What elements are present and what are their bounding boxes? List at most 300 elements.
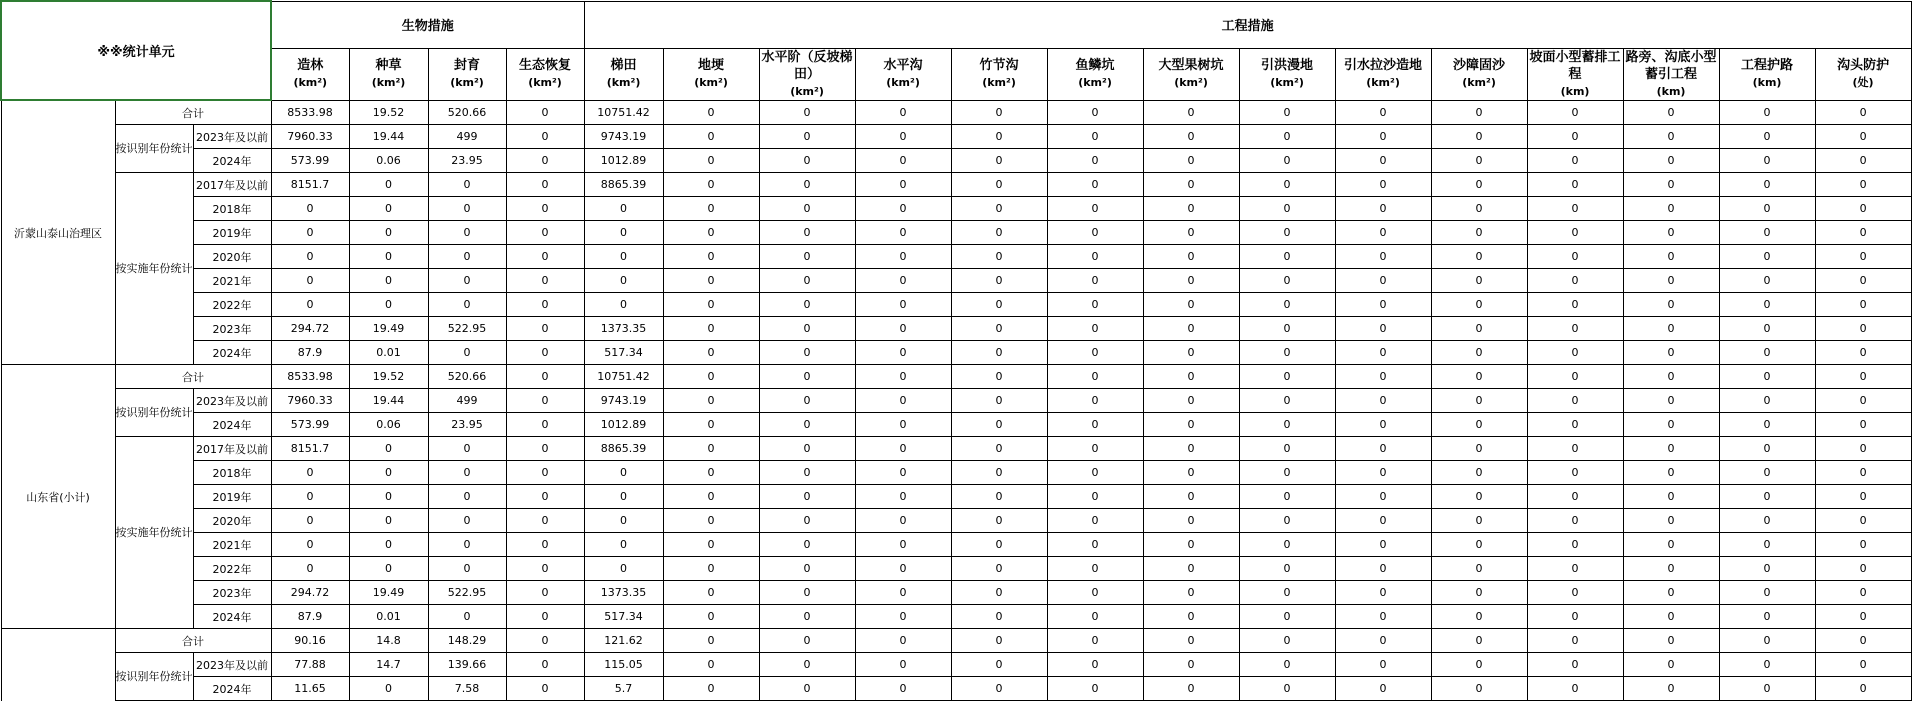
data-cell[interactable]: 0	[1815, 485, 1911, 509]
data-cell[interactable]: 0	[1623, 245, 1719, 269]
data-cell[interactable]: 0	[759, 293, 855, 317]
data-cell[interactable]: 0	[663, 293, 759, 317]
data-cell[interactable]: 0	[1335, 293, 1431, 317]
data-cell[interactable]: 0	[663, 461, 759, 485]
data-cell[interactable]: 0	[951, 197, 1047, 221]
data-cell[interactable]: 0	[1527, 389, 1623, 413]
data-cell[interactable]: 0	[1719, 173, 1815, 197]
year-cell[interactable]: 2021年	[193, 269, 271, 293]
data-cell[interactable]: 0	[663, 221, 759, 245]
data-cell[interactable]: 0	[1431, 269, 1527, 293]
data-cell[interactable]: 0	[1335, 245, 1431, 269]
data-cell[interactable]: 0	[506, 485, 584, 509]
data-cell[interactable]: 14.8	[349, 629, 428, 653]
data-cell[interactable]: 0	[663, 317, 759, 341]
data-cell[interactable]: 0	[428, 173, 506, 197]
data-cell[interactable]: 0	[663, 533, 759, 557]
data-cell[interactable]: 0	[1623, 197, 1719, 221]
data-cell[interactable]: 0	[1335, 197, 1431, 221]
year-cell[interactable]: 2019年	[193, 221, 271, 245]
data-cell[interactable]: 0	[663, 677, 759, 701]
data-cell[interactable]: 0	[1335, 629, 1431, 653]
data-cell[interactable]: 0	[663, 509, 759, 533]
data-cell[interactable]: 0	[759, 605, 855, 629]
year-cell[interactable]: 2018年	[193, 461, 271, 485]
data-cell[interactable]: 0	[506, 269, 584, 293]
data-cell[interactable]: 0	[951, 125, 1047, 149]
data-cell[interactable]: 0	[1239, 125, 1335, 149]
data-cell[interactable]: 0	[428, 341, 506, 365]
data-cell[interactable]: 0	[1815, 269, 1911, 293]
data-cell[interactable]: 0	[1527, 413, 1623, 437]
data-cell[interactable]: 0	[1623, 629, 1719, 653]
data-cell[interactable]: 0	[1719, 485, 1815, 509]
data-cell[interactable]: 0	[1623, 125, 1719, 149]
data-cell[interactable]: 0	[1623, 437, 1719, 461]
data-cell[interactable]: 11.65	[271, 677, 349, 701]
data-cell[interactable]: 0	[1527, 100, 1623, 125]
data-cell[interactable]: 0	[1815, 245, 1911, 269]
data-cell[interactable]: 0	[428, 293, 506, 317]
data-cell[interactable]: 0	[1719, 653, 1815, 677]
data-cell[interactable]: 0	[271, 461, 349, 485]
year-cell[interactable]: 2023年及以前	[193, 125, 271, 149]
data-cell[interactable]: 0	[1623, 653, 1719, 677]
data-cell[interactable]: 0	[1815, 509, 1911, 533]
data-cell[interactable]: 0	[855, 653, 951, 677]
data-cell[interactable]: 0	[663, 605, 759, 629]
data-cell[interactable]: 0	[759, 485, 855, 509]
data-cell[interactable]: 0	[759, 245, 855, 269]
data-cell[interactable]: 0	[663, 629, 759, 653]
data-cell[interactable]: 8533.98	[271, 100, 349, 125]
data-cell[interactable]: 0	[1623, 149, 1719, 173]
data-cell[interactable]: 0	[271, 245, 349, 269]
data-cell[interactable]: 0	[1335, 581, 1431, 605]
data-cell[interactable]: 0	[1431, 173, 1527, 197]
data-cell[interactable]: 0.01	[349, 341, 428, 365]
year-cell[interactable]: 2024年	[193, 605, 271, 629]
data-cell[interactable]: 0	[855, 221, 951, 245]
year-cell[interactable]: 2020年	[193, 509, 271, 533]
data-cell[interactable]: 8151.7	[271, 173, 349, 197]
data-cell[interactable]: 0	[1719, 100, 1815, 125]
data-cell[interactable]: 0	[1719, 509, 1815, 533]
data-cell[interactable]: 0	[855, 389, 951, 413]
data-cell[interactable]: 0	[663, 389, 759, 413]
data-cell[interactable]: 0	[1335, 317, 1431, 341]
data-cell[interactable]: 0	[1431, 365, 1527, 389]
data-cell[interactable]: 0	[951, 245, 1047, 269]
data-cell[interactable]: 0	[1335, 437, 1431, 461]
data-cell[interactable]: 0	[1239, 197, 1335, 221]
data-cell[interactable]: 0	[428, 533, 506, 557]
data-cell[interactable]: 0	[1815, 461, 1911, 485]
data-cell[interactable]: 573.99	[271, 149, 349, 173]
data-cell[interactable]: 0	[759, 413, 855, 437]
data-cell[interactable]: 9743.19	[584, 125, 663, 149]
data-cell[interactable]: 0	[1335, 413, 1431, 437]
data-cell[interactable]: 0	[1719, 293, 1815, 317]
data-cell[interactable]: 0	[1815, 197, 1911, 221]
data-cell[interactable]: 0	[1143, 173, 1239, 197]
data-cell[interactable]: 0	[1047, 173, 1143, 197]
data-cell[interactable]: 0	[1047, 389, 1143, 413]
data-cell[interactable]: 0	[1719, 461, 1815, 485]
data-cell[interactable]: 23.95	[428, 149, 506, 173]
data-cell[interactable]: 0	[428, 197, 506, 221]
data-cell[interactable]: 0	[855, 125, 951, 149]
data-cell[interactable]: 0	[1623, 557, 1719, 581]
data-cell[interactable]: 0	[1527, 269, 1623, 293]
total-label-cell[interactable]: 合计	[115, 100, 271, 125]
data-cell[interactable]: 0.06	[349, 413, 428, 437]
data-cell[interactable]: 8533.98	[271, 365, 349, 389]
data-cell[interactable]: 0	[1431, 677, 1527, 701]
data-cell[interactable]: 0	[1143, 341, 1239, 365]
data-cell[interactable]: 0	[506, 533, 584, 557]
data-cell[interactable]: 0	[1239, 269, 1335, 293]
data-cell[interactable]: 0	[759, 221, 855, 245]
data-cell[interactable]: 0	[1239, 509, 1335, 533]
data-cell[interactable]: 0	[1143, 557, 1239, 581]
data-cell[interactable]: 19.44	[349, 389, 428, 413]
data-cell[interactable]: 0	[1815, 100, 1911, 125]
data-cell[interactable]: 9743.19	[584, 389, 663, 413]
year-cell[interactable]: 2017年及以前	[193, 437, 271, 461]
data-cell[interactable]: 0	[1719, 413, 1815, 437]
data-cell[interactable]: 0	[759, 533, 855, 557]
data-cell[interactable]: 0	[1047, 485, 1143, 509]
data-cell[interactable]: 0	[584, 245, 663, 269]
column-header[interactable]	[1431, 48, 1527, 100]
data-cell[interactable]: 0	[951, 509, 1047, 533]
data-cell[interactable]: 0	[855, 245, 951, 269]
data-cell[interactable]: 0	[1815, 605, 1911, 629]
data-cell[interactable]: 0	[1719, 581, 1815, 605]
data-cell[interactable]: 520.66	[428, 100, 506, 125]
data-cell[interactable]: 0	[759, 341, 855, 365]
data-cell[interactable]: 0	[1239, 149, 1335, 173]
data-cell[interactable]: 0	[271, 485, 349, 509]
data-cell[interactable]: 0	[1047, 533, 1143, 557]
data-cell[interactable]: 0	[1143, 245, 1239, 269]
data-cell[interactable]: 0	[1047, 677, 1143, 701]
data-cell[interactable]: 0	[855, 533, 951, 557]
year-cell[interactable]: 2024年	[193, 677, 271, 701]
data-cell[interactable]: 0	[1143, 269, 1239, 293]
data-cell[interactable]: 0	[1431, 341, 1527, 365]
data-cell[interactable]: 0	[759, 125, 855, 149]
data-cell[interactable]: 0	[663, 100, 759, 125]
data-cell[interactable]: 0	[428, 557, 506, 581]
data-cell[interactable]: 0	[663, 485, 759, 509]
data-cell[interactable]: 0	[663, 245, 759, 269]
data-cell[interactable]: 0	[1431, 533, 1527, 557]
data-cell[interactable]: 0	[584, 461, 663, 485]
data-cell[interactable]: 0	[506, 629, 584, 653]
data-cell[interactable]: 0	[1335, 485, 1431, 509]
data-cell[interactable]: 0	[1047, 509, 1143, 533]
data-cell[interactable]: 0	[1239, 653, 1335, 677]
data-cell[interactable]: 0	[1527, 221, 1623, 245]
data-cell[interactable]: 19.52	[349, 100, 428, 125]
data-cell[interactable]: 0	[1527, 173, 1623, 197]
data-cell[interactable]: 0	[1431, 629, 1527, 653]
data-cell[interactable]: 0	[584, 293, 663, 317]
data-cell[interactable]: 0	[1431, 293, 1527, 317]
column-header[interactable]	[759, 48, 855, 100]
data-cell[interactable]: 0	[349, 437, 428, 461]
data-cell[interactable]: 0	[1527, 365, 1623, 389]
data-cell[interactable]: 0	[1527, 197, 1623, 221]
data-cell[interactable]: 0	[1815, 149, 1911, 173]
data-cell[interactable]: 90.16	[271, 629, 349, 653]
data-cell[interactable]: 294.72	[271, 317, 349, 341]
data-cell[interactable]: 0	[584, 557, 663, 581]
data-cell[interactable]: 522.95	[428, 581, 506, 605]
column-header[interactable]	[1239, 48, 1335, 100]
data-cell[interactable]: 0	[1047, 461, 1143, 485]
data-cell[interactable]: 0	[1527, 293, 1623, 317]
data-cell[interactable]: 0	[759, 389, 855, 413]
data-cell[interactable]: 0	[759, 317, 855, 341]
data-cell[interactable]: 0	[1623, 461, 1719, 485]
data-cell[interactable]: 0	[1431, 149, 1527, 173]
data-cell[interactable]: 0	[1335, 221, 1431, 245]
data-cell[interactable]: 0	[1143, 389, 1239, 413]
data-cell[interactable]: 0.06	[349, 149, 428, 173]
data-cell[interactable]: 0	[349, 245, 428, 269]
data-cell[interactable]: 0	[1815, 221, 1911, 245]
data-cell[interactable]: 0	[1815, 557, 1911, 581]
data-cell[interactable]: 294.72	[271, 581, 349, 605]
data-cell[interactable]: 0	[1623, 485, 1719, 509]
column-header[interactable]	[506, 48, 584, 100]
data-cell[interactable]: 0	[349, 557, 428, 581]
data-cell[interactable]: 0	[663, 173, 759, 197]
data-cell[interactable]: 0	[506, 413, 584, 437]
data-cell[interactable]: 0	[1239, 557, 1335, 581]
data-cell[interactable]: 0	[1143, 437, 1239, 461]
column-header[interactable]	[584, 48, 663, 100]
year-cell[interactable]: 2024年	[193, 413, 271, 437]
data-cell[interactable]: 0	[1335, 557, 1431, 581]
data-cell[interactable]: 0	[506, 317, 584, 341]
data-cell[interactable]: 0	[1239, 100, 1335, 125]
data-cell[interactable]: 499	[428, 125, 506, 149]
data-cell[interactable]: 0	[349, 533, 428, 557]
data-cell[interactable]: 0	[1335, 149, 1431, 173]
data-cell[interactable]: 8865.39	[584, 437, 663, 461]
data-cell[interactable]: 0	[663, 413, 759, 437]
data-cell[interactable]: 0	[1239, 485, 1335, 509]
data-cell[interactable]: 0	[663, 653, 759, 677]
data-cell[interactable]: 0	[1719, 557, 1815, 581]
year-cell[interactable]: 2020年	[193, 245, 271, 269]
group-label-recognition[interactable]: 按识别年份统计	[115, 653, 193, 701]
data-cell[interactable]: 0	[855, 437, 951, 461]
data-cell[interactable]: 0	[1047, 149, 1143, 173]
column-header[interactable]	[1047, 48, 1143, 100]
data-cell[interactable]: 0	[1239, 317, 1335, 341]
data-cell[interactable]: 0	[349, 677, 428, 701]
data-cell[interactable]: 0	[1815, 677, 1911, 701]
data-cell[interactable]: 0	[1719, 197, 1815, 221]
data-cell[interactable]: 0	[271, 221, 349, 245]
data-cell[interactable]: 0	[663, 365, 759, 389]
data-cell[interactable]: 0	[1431, 653, 1527, 677]
data-cell[interactable]: 0	[1815, 413, 1911, 437]
data-cell[interactable]: 0	[1143, 317, 1239, 341]
data-cell[interactable]: 0	[428, 269, 506, 293]
data-cell[interactable]: 0	[1239, 605, 1335, 629]
data-cell[interactable]: 0	[951, 100, 1047, 125]
data-cell[interactable]: 0	[1143, 533, 1239, 557]
unit-title-cell[interactable]: ※※统计单元	[1, 1, 271, 100]
data-cell[interactable]: 0	[951, 221, 1047, 245]
data-cell[interactable]: 0	[584, 221, 663, 245]
data-cell[interactable]: 0	[1335, 341, 1431, 365]
data-cell[interactable]: 0	[951, 653, 1047, 677]
column-header[interactable]	[349, 48, 428, 100]
data-cell[interactable]: 0	[1239, 365, 1335, 389]
data-cell[interactable]: 0	[1047, 317, 1143, 341]
data-cell[interactable]: 0	[428, 461, 506, 485]
data-cell[interactable]: 0	[584, 197, 663, 221]
data-cell[interactable]: 0	[1239, 413, 1335, 437]
data-cell[interactable]: 0	[1623, 100, 1719, 125]
data-cell[interactable]: 0	[506, 341, 584, 365]
data-cell[interactable]: 0	[1719, 389, 1815, 413]
data-cell[interactable]: 0	[506, 149, 584, 173]
data-cell[interactable]: 10751.42	[584, 365, 663, 389]
data-cell[interactable]: 0	[349, 269, 428, 293]
data-cell[interactable]: 0	[1047, 197, 1143, 221]
data-cell[interactable]: 0	[271, 557, 349, 581]
data-cell[interactable]: 0	[855, 461, 951, 485]
data-cell[interactable]: 0	[855, 197, 951, 221]
data-cell[interactable]: 0	[1335, 389, 1431, 413]
data-cell[interactable]: 0	[1047, 365, 1143, 389]
data-cell[interactable]: 0	[1719, 605, 1815, 629]
data-cell[interactable]: 0	[1335, 125, 1431, 149]
data-cell[interactable]: 0	[1623, 509, 1719, 533]
data-cell[interactable]: 0	[1623, 413, 1719, 437]
data-cell[interactable]: 0	[951, 341, 1047, 365]
data-cell[interactable]: 148.29	[428, 629, 506, 653]
data-cell[interactable]: 0	[1143, 149, 1239, 173]
data-cell[interactable]: 0	[506, 605, 584, 629]
data-cell[interactable]: 0	[506, 197, 584, 221]
data-cell[interactable]: 115.05	[584, 653, 663, 677]
data-cell[interactable]: 0	[1719, 245, 1815, 269]
data-cell[interactable]: 0	[506, 461, 584, 485]
data-cell[interactable]: 0	[663, 557, 759, 581]
data-cell[interactable]: 0	[1623, 269, 1719, 293]
data-cell[interactable]: 0	[759, 173, 855, 197]
column-header[interactable]	[1335, 48, 1431, 100]
data-cell[interactable]: 0	[1143, 629, 1239, 653]
data-cell[interactable]: 0	[506, 509, 584, 533]
data-cell[interactable]: 0	[1623, 677, 1719, 701]
data-cell[interactable]: 0	[663, 125, 759, 149]
data-cell[interactable]: 0	[1335, 509, 1431, 533]
data-cell[interactable]: 14.7	[349, 653, 428, 677]
data-cell[interactable]: 0	[1335, 269, 1431, 293]
data-cell[interactable]: 0	[1047, 341, 1143, 365]
data-cell[interactable]: 0	[855, 605, 951, 629]
data-cell[interactable]: 0	[855, 100, 951, 125]
data-cell[interactable]: 0	[1719, 269, 1815, 293]
data-cell[interactable]: 0	[271, 509, 349, 533]
data-cell[interactable]: 10751.42	[584, 100, 663, 125]
year-cell[interactable]: 2023年及以前	[193, 653, 271, 677]
data-cell[interactable]: 0	[349, 509, 428, 533]
data-cell[interactable]: 0	[428, 605, 506, 629]
data-cell[interactable]: 0	[1719, 341, 1815, 365]
region-cell[interactable]	[1, 629, 115, 701]
data-cell[interactable]: 0	[349, 221, 428, 245]
data-cell[interactable]: 0	[1143, 197, 1239, 221]
data-cell[interactable]: 0	[1431, 197, 1527, 221]
data-cell[interactable]: 0	[349, 197, 428, 221]
data-cell[interactable]: 0	[855, 293, 951, 317]
data-cell[interactable]: 0	[1815, 293, 1911, 317]
year-cell[interactable]: 2021年	[193, 533, 271, 557]
year-cell[interactable]: 2023年	[193, 581, 271, 605]
data-cell[interactable]: 0	[1143, 413, 1239, 437]
data-cell[interactable]: 0	[1815, 437, 1911, 461]
data-cell[interactable]: 7960.33	[271, 389, 349, 413]
data-cell[interactable]: 0	[349, 485, 428, 509]
data-cell[interactable]: 0	[506, 173, 584, 197]
data-cell[interactable]: 0	[1719, 677, 1815, 701]
data-cell[interactable]: 0	[1815, 581, 1911, 605]
column-header[interactable]	[1143, 48, 1239, 100]
data-cell[interactable]: 0	[1431, 317, 1527, 341]
data-cell[interactable]: 0	[428, 437, 506, 461]
year-cell[interactable]: 2022年	[193, 557, 271, 581]
data-cell[interactable]: 0	[1527, 461, 1623, 485]
data-cell[interactable]: 0	[855, 149, 951, 173]
region-cell[interactable]: 沂蒙山泰山治理区	[1, 100, 115, 365]
data-cell[interactable]: 19.52	[349, 365, 428, 389]
data-cell[interactable]: 0	[1719, 221, 1815, 245]
data-cell[interactable]: 0	[663, 581, 759, 605]
data-cell[interactable]: 0	[1431, 605, 1527, 629]
data-cell[interactable]: 0	[1623, 389, 1719, 413]
data-cell[interactable]: 0	[1335, 533, 1431, 557]
data-cell[interactable]: 0	[1239, 437, 1335, 461]
data-cell[interactable]: 0	[1143, 100, 1239, 125]
data-cell[interactable]: 0	[506, 581, 584, 605]
data-cell[interactable]: 0	[271, 269, 349, 293]
data-cell[interactable]: 0	[428, 245, 506, 269]
data-cell[interactable]: 1012.89	[584, 413, 663, 437]
data-cell[interactable]: 0	[584, 269, 663, 293]
data-cell[interactable]: 0	[1431, 485, 1527, 509]
data-cell[interactable]: 0	[951, 605, 1047, 629]
data-cell[interactable]: 19.44	[349, 125, 428, 149]
column-header[interactable]	[1815, 48, 1911, 100]
group-label-recognition[interactable]: 按识别年份统计	[115, 389, 193, 437]
data-cell[interactable]: 0	[1527, 629, 1623, 653]
data-cell[interactable]: 0	[584, 533, 663, 557]
data-cell[interactable]: 0	[951, 677, 1047, 701]
data-cell[interactable]: 517.34	[584, 341, 663, 365]
data-cell[interactable]: 0	[1431, 413, 1527, 437]
